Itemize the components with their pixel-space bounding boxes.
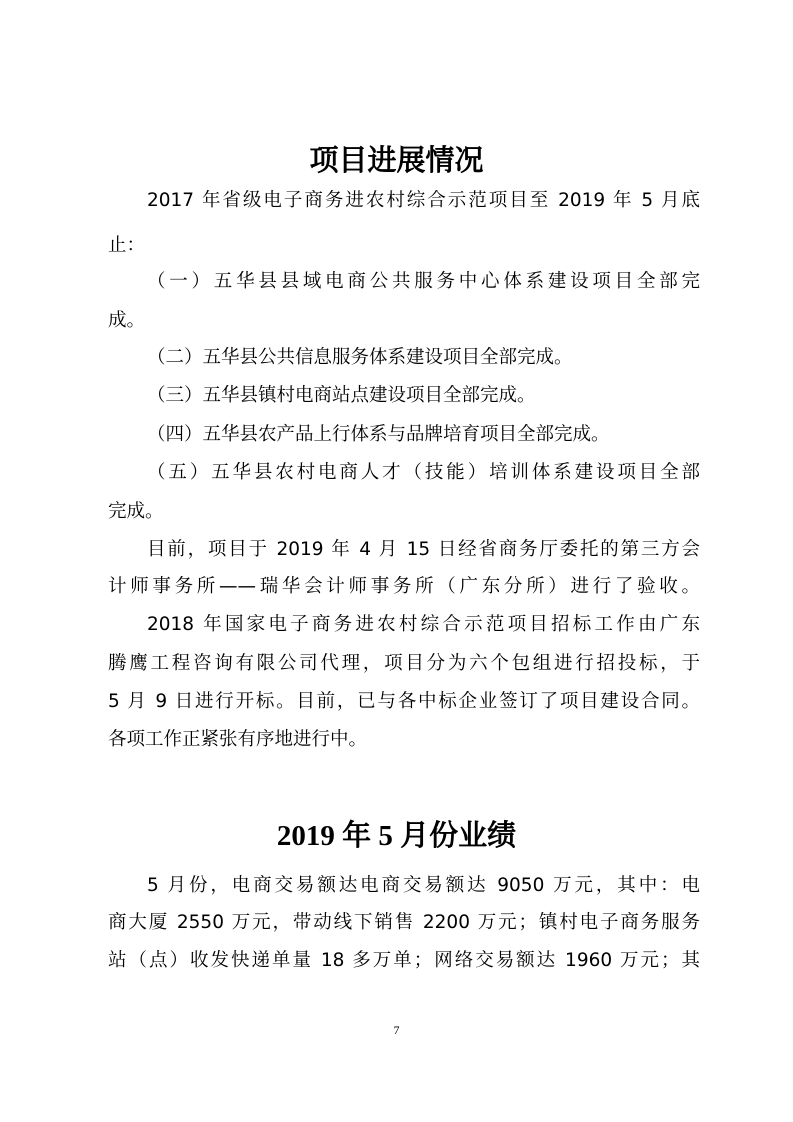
paragraph-line: 各项工作正紧张有序地进行中。 — [108, 729, 368, 750]
paragraph-line: 2017 年省级电子商务进农村综合示范项目至 2019 年 5 月底 — [147, 190, 700, 211]
paragraph-line: （一）五华县县域电商公共服务中心体系建设项目全部完 — [147, 271, 700, 292]
paragraph-line: 5 月 9 日进行开标。目前，已与各中标企业签订了项目建设合同。 — [108, 691, 700, 712]
paragraph-line: 成。 — [108, 310, 146, 331]
paragraph-line: （二）五华县公共信息服务体系建设项目全部完成。 — [147, 347, 573, 368]
section-title-may-performance: 2019 年 5 月份业绩 — [276, 820, 517, 852]
paragraph-line: （三）五华县镇村电商站点建设项目全部完成。 — [147, 385, 536, 406]
paragraph-line: 商大厦 2550 万元，带动线下销售 2200 万元；镇村电子商务服务 — [108, 912, 700, 933]
paragraph-line: 计师事务所——瑞华会计师事务所（广东分所）进行了验收。 — [108, 576, 700, 597]
paragraph-line: 2018 年国家电子商务进农村综合示范项目招标工作由广东 — [147, 614, 700, 635]
paragraph-line: 站（点）收发快递单量 18 多万单；网络交易额达 1960 万元；其 — [108, 950, 700, 971]
page-number: 7 — [393, 1023, 400, 1037]
paragraph-line: 止： — [108, 235, 146, 256]
paragraph-line: 5 月份，电商交易额达电商交易额达 9050 万元，其中：电 — [147, 875, 700, 896]
paragraph-line: 完成。 — [108, 501, 164, 522]
paragraph-line: （四）五华县农产品上行体系与品牌培育项目全部完成。 — [147, 424, 610, 445]
paragraph-line: 目前，项目于 2019 年 4 月 15 日经省商务厅委托的第三方会 — [147, 539, 700, 560]
paragraph-line: 腾鹰工程咨询有限公司代理，项目分为六个包组进行招投标，于 — [108, 653, 700, 674]
section-title-progress: 项目进展情况 — [309, 143, 484, 177]
paragraph-line: （五）五华县农村电商人才（技能）培训体系建设项目全部 — [147, 462, 700, 483]
